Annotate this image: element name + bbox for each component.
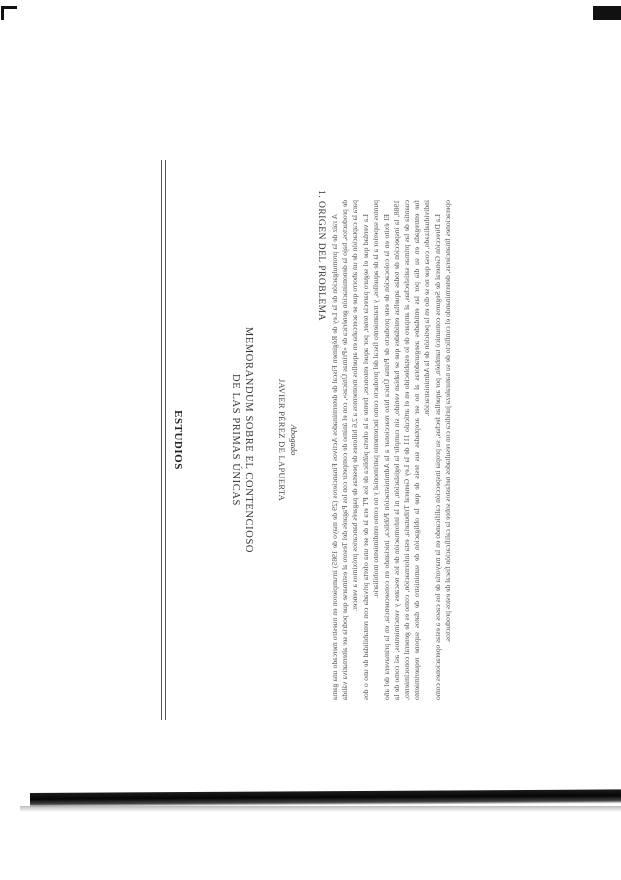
scan-corner-mark	[1, 6, 17, 9]
header-rule	[161, 160, 162, 720]
author-role: Abogado	[289, 424, 299, 456]
scan-binding-mark	[593, 6, 621, 20]
article-title-line: DE LAS PRIMAS ÚNICAS	[230, 374, 241, 506]
section-label: ESTUDIOS	[172, 410, 184, 470]
body-paragraph: La verdad que el seguro parecía tener, por aquel entonces, frente a la oferta pública de los PT era la de ser una oferta privada con rentabilidad de uno o dos puntos superior a la de aquellos, y tratamiento fiscal del producto como incremento patrimonial y no como rendimiento mobiliario.	[361, 200, 380, 700]
page-bottom-shadow	[20, 806, 621, 812]
header-rule	[165, 160, 166, 720]
author-name: JAVIER PÉREZ DE LAPUERTA	[277, 378, 287, 502]
body-text	[330, 200, 500, 700]
body-paragraph: A raíz de la promulgación de la Ley de Régimen Fiscal de determinados Activos Financieros (29 de mayo de 1985) irrumpieron en nuestro mercado una gama de productos, bajo la denominación genérica de «Primas Únicas», con el ánimo de competir con los Pagarés del Tesoro al estimarse que podría ser alternativa válida para la captación de un ahorro que se acercaba en aquellos momentos a 2,6 billones de pesetas de pagarés bancarios próximos a vencer.	[330, 200, 359, 700]
body-paragraph: El éxito en la colocación de este producto de Prima Única hizo reaccionar a la Administración Pública, iniciando en consecuencia, en la primavera del año 1988, la inspección de todas aquellas entidades que se habían venido, sin cumplir la legislación, ni la información de los rescates y vencimientos, así como de la cuantía de las primas satisfechas, al amparo de lo establecido en el artículo 111 de la Ley General Tributaria, esta información, como es de general conocimiento, fue entregada en su día por las entidades aseguradoras al no ser aceptadas sus tesis de que la obligación de suministro de datos supone requerimiento individualizado, cosa que no se dio en la petición de la Administración.	[382, 200, 431, 700]
article-title	[229, 310, 255, 570]
article-title-line: MEMORANDUM SOBRE EL CONTENCIOSO	[243, 326, 254, 554]
page-content	[130, 160, 510, 720]
scanned-page	[130, 160, 510, 720]
body-paragraph: La Dirección General de Seguros comunicó también, por aquellas fechas, su propia inspección calificando en la mayoría de los casos a estas operaciones como operaciones financieras, determinando el conflicto de su naturaleza jurídica con resultados nefastos sobre la calificación fiscal de estos productos.	[433, 200, 452, 700]
page-bottom-edge	[30, 789, 621, 807]
section-heading: 1. ORIGEN DEL PROBLEMA	[316, 190, 326, 321]
